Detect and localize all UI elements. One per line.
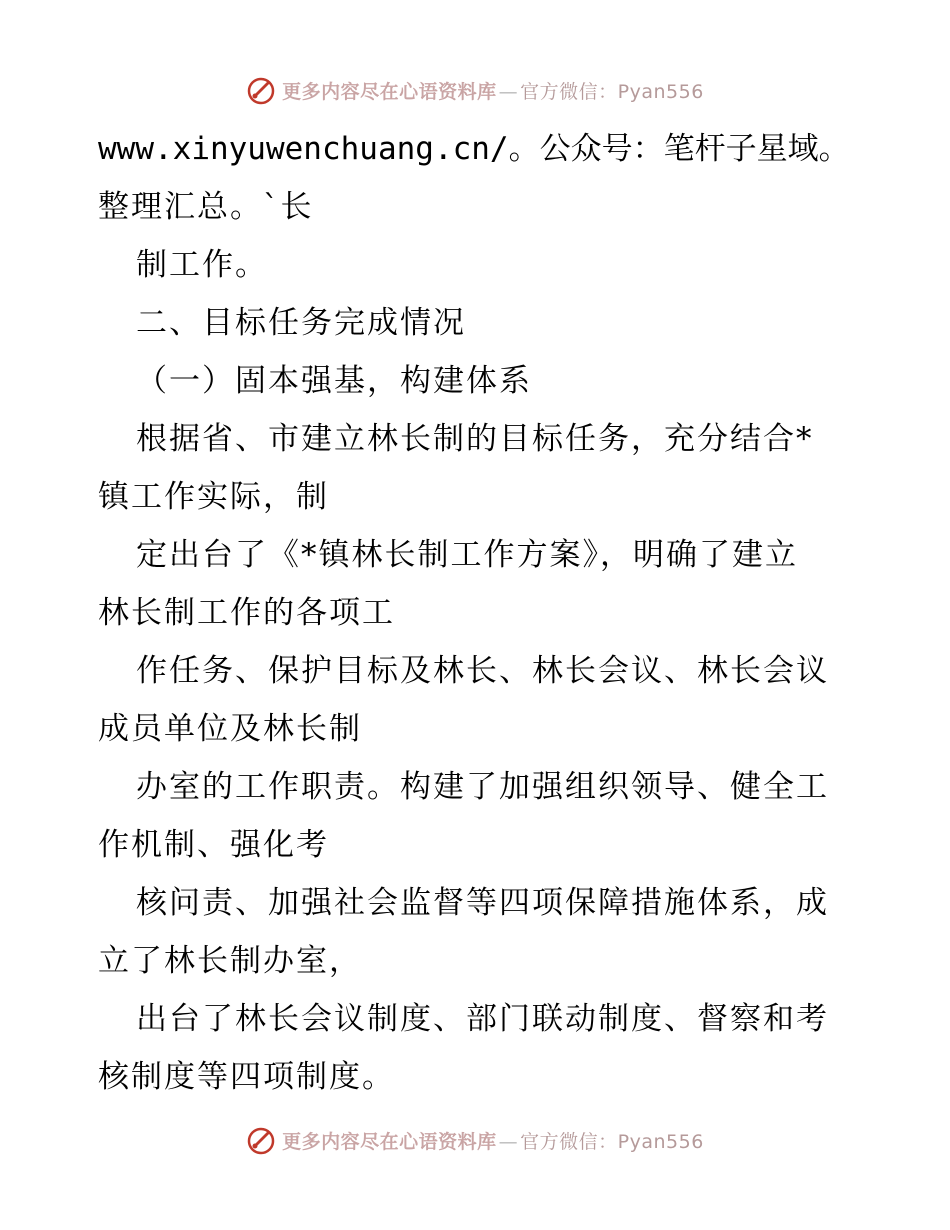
body-line: 成员单位及林长制 [98,711,362,747]
header-banner-wechat: 官方微信：Pyan556 [520,80,704,103]
body-line: 核制度等四项制度。 [98,1059,395,1095]
body-line: 定出台了《*镇林长制工作方案》，明确了建立 [136,537,798,573]
body-line: 作任务、保护目标及林长、林长会议、林长会议 [136,653,829,689]
section-heading: 二、目标任务完成情况 [136,305,466,341]
subsection-heading: （一）固本强基，构建体系 [136,363,532,399]
body-line: 核问责、加强社会监督等四项保障措施体系，成 [136,885,829,921]
body-line: 作机制、强化考 [98,827,329,863]
body-line: www.xinyuwenchuang.cn/。公众号：笔杆子星域。 [98,131,850,167]
footer-banner-separator: — [498,1130,519,1153]
body-line: 出台了林长会议制度、部门联动制度、督察和考 [136,1001,829,1037]
body-line: 林长制工作的各项工 [98,595,395,631]
header-banner-separator: — [498,80,519,103]
brush-logo-icon [246,1125,276,1155]
body-line: 整理汇总。`长 [98,189,314,225]
body-line: 镇工作实际，制 [98,479,329,515]
body-line: 立了林长制办室， [98,943,362,979]
body-line: 制工作。 [136,247,268,283]
footer-banner-wechat: 官方微信：Pyan556 [520,1130,704,1153]
header-banner-title: 更多内容尽在心语资料库 [282,80,497,103]
header-banner [0,70,950,110]
body-line: 根据省、市建立林长制的目标任务，充分结合* [136,421,814,457]
footer-banner-title: 更多内容尽在心语资料库 [282,1130,497,1153]
header-banner-text [282,77,704,104]
brush-logo-icon [246,75,276,105]
document-body [98,120,858,1106]
footer-banner [0,1120,950,1160]
body-line: 办室的工作职责。构建了加强组织领导、健全工 [136,769,829,805]
footer-banner-text [282,1127,704,1154]
